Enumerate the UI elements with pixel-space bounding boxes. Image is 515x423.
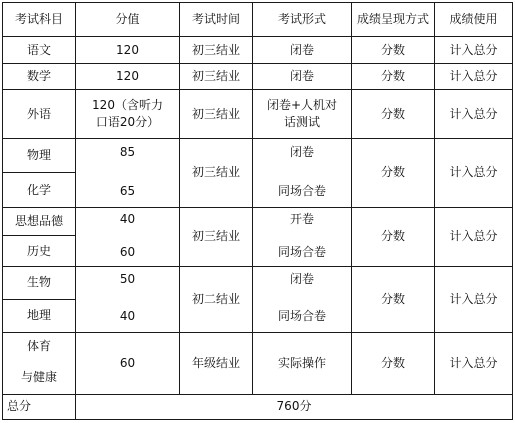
exam-time-cell: 初三结业 bbox=[180, 138, 253, 207]
form-line-1: 开卷 bbox=[289, 211, 314, 226]
exam-time-cell: 初二结业 bbox=[180, 266, 253, 332]
form-line-2: 同场合卷 bbox=[277, 183, 326, 198]
score-line-1: 120（含听力 bbox=[92, 98, 163, 113]
header-exam-form: 考试形式 bbox=[253, 3, 352, 37]
form-line-2: 话测试 bbox=[283, 115, 320, 130]
subject-cell: 历史 bbox=[3, 236, 76, 266]
form-line-1: 闭卷+人机对 bbox=[266, 98, 338, 113]
table-row-physics bbox=[3, 138, 513, 172]
usage-cell: 计入总分 bbox=[435, 90, 513, 139]
score-cell bbox=[76, 207, 180, 266]
subject-cell: 外语 bbox=[3, 90, 76, 139]
header-result-usage: 成绩使用 bbox=[435, 3, 513, 37]
exam-form-cell bbox=[253, 90, 352, 139]
exam-form-cell bbox=[253, 138, 352, 207]
table-row-total bbox=[3, 394, 513, 419]
presentation-cell: 分数 bbox=[352, 138, 435, 207]
subject-cell: 语文 bbox=[3, 37, 76, 63]
form-line-2: 同场合卷 bbox=[277, 309, 326, 324]
score-biology: 50 bbox=[119, 272, 136, 287]
exam-form-cell: 闭卷 bbox=[253, 37, 352, 63]
exam-time-cell: 初三结业 bbox=[180, 37, 253, 63]
presentation-cell: 分数 bbox=[352, 63, 435, 89]
score-cell: 120 bbox=[76, 37, 180, 63]
table-row-biology bbox=[3, 266, 513, 299]
subject-cell: 地理 bbox=[3, 299, 76, 332]
table-row-ethics bbox=[3, 207, 513, 235]
usage-cell: 计入总分 bbox=[435, 37, 513, 63]
presentation-cell: 分数 bbox=[352, 266, 435, 332]
table-row-chinese bbox=[3, 37, 513, 63]
exam-form-cell: 闭卷 bbox=[253, 63, 352, 89]
score-cell: 60 bbox=[76, 332, 180, 394]
score-cell bbox=[76, 90, 180, 139]
score-geography: 40 bbox=[119, 309, 136, 324]
exam-form-cell bbox=[253, 266, 352, 332]
table-row-foreign-language bbox=[3, 90, 513, 139]
header-result-presentation: 成绩呈现方式 bbox=[352, 3, 435, 37]
presentation-cell: 分数 bbox=[352, 37, 435, 63]
usage-cell: 计入总分 bbox=[435, 207, 513, 266]
exam-form-cell bbox=[253, 207, 352, 266]
usage-cell: 计入总分 bbox=[435, 266, 513, 332]
subject-cell: 生物 bbox=[3, 266, 76, 299]
header-subject: 考试科目 bbox=[3, 3, 76, 37]
subject-line-1: 体育 bbox=[26, 339, 51, 354]
score-cell bbox=[76, 266, 180, 332]
subject-cell: 数学 bbox=[3, 63, 76, 89]
presentation-cell: 分数 bbox=[352, 207, 435, 266]
form-line-2: 同场合卷 bbox=[277, 244, 326, 259]
form-line-1: 闭卷 bbox=[289, 272, 314, 287]
score-line-2: 口语20分） bbox=[95, 115, 160, 130]
form-line-1: 闭卷 bbox=[289, 144, 314, 159]
presentation-cell: 分数 bbox=[352, 90, 435, 139]
presentation-cell: 分数 bbox=[352, 332, 435, 394]
subject-cell: 物理 bbox=[3, 138, 76, 172]
subject-line-2: 与健康 bbox=[20, 370, 57, 385]
score-cell: 120 bbox=[76, 63, 180, 89]
exam-form-cell: 实际操作 bbox=[253, 332, 352, 394]
header-score: 分值 bbox=[76, 3, 180, 37]
exam-subjects-table bbox=[2, 2, 513, 420]
exam-time-cell: 初三结业 bbox=[180, 90, 253, 139]
usage-cell: 计入总分 bbox=[435, 332, 513, 394]
score-cell bbox=[76, 138, 180, 207]
table-row-math bbox=[3, 63, 513, 89]
usage-cell: 计入总分 bbox=[435, 138, 513, 207]
total-label: 总分 bbox=[3, 394, 76, 419]
total-value: 760分 bbox=[76, 394, 513, 419]
score-history: 60 bbox=[119, 244, 136, 259]
exam-time-cell: 年级结业 bbox=[180, 332, 253, 394]
subject-cell: 化学 bbox=[3, 173, 76, 207]
subject-cell bbox=[3, 332, 76, 394]
score-ethics: 40 bbox=[119, 211, 136, 226]
subject-cell: 思想品德 bbox=[3, 207, 76, 235]
header-row bbox=[3, 3, 513, 37]
usage-cell: 计入总分 bbox=[435, 63, 513, 89]
score-chemistry: 65 bbox=[119, 183, 136, 198]
exam-time-cell: 初三结业 bbox=[180, 207, 253, 266]
score-physics: 85 bbox=[119, 144, 136, 159]
table-row-pe bbox=[3, 332, 513, 394]
exam-time-cell: 初三结业 bbox=[180, 63, 253, 89]
header-exam-time: 考试时间 bbox=[180, 3, 253, 37]
